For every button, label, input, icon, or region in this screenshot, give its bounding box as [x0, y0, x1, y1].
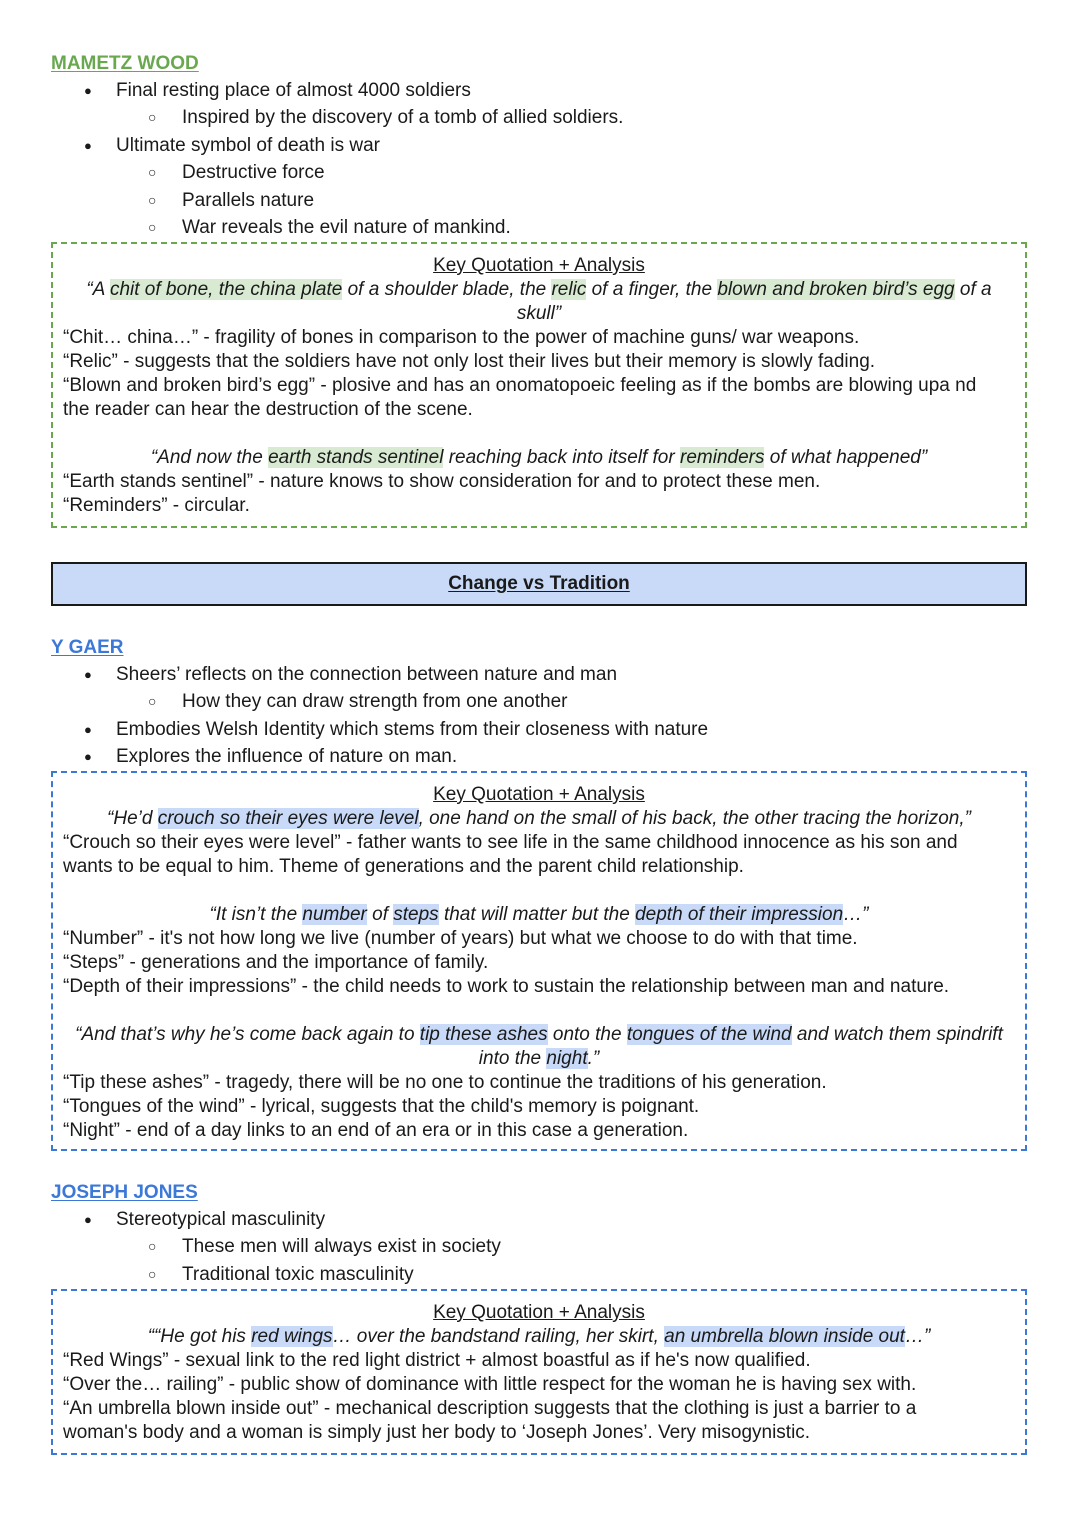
quotation: “And now the earth stands sentinel reaching back into itself for reminders of what happened” [150, 447, 928, 468]
highlight: earth stands sentinel [268, 447, 444, 468]
list-item: ○ These men will always exist in society [80, 1233, 501, 1260]
list-item: ○ Parallels nature [80, 187, 623, 214]
section-title-joseph-jones: JOSEPH JONES [51, 1182, 198, 1203]
list-item: ● Final resting place of almost 4000 soldiers [80, 77, 623, 104]
quotation: “It isn’t the number of steps that will matter but the depth of their impression…” [209, 904, 869, 925]
mametz-bullet-list [80, 77, 623, 241]
highlight: tongues of the wind [626, 1024, 792, 1045]
list-item: ○ Traditional toxic masculinity [80, 1261, 501, 1288]
section-banner: Change vs Tradition [51, 562, 1027, 606]
analysis-line: wants to be equal to him. Theme of generations and the parent child relationship. [63, 856, 744, 877]
highlight: relic [551, 279, 587, 300]
highlight: steps [393, 904, 439, 925]
quotation: ““He got his red wings… over the bandstand railing, her skirt, an umbrella blown inside out…” [147, 1326, 931, 1347]
analysis-line: the reader can hear the destruction of the scene. [63, 399, 473, 420]
analysis-line: “Steps” - generations and the importance of family. [63, 952, 489, 973]
list-item: ○ War reveals the evil nature of mankind. [80, 214, 623, 241]
list-item: ● Stereotypical masculinity [80, 1206, 501, 1233]
highlight: blown and broken bird’s egg [717, 279, 955, 300]
highlight: an umbrella blown inside out [664, 1326, 905, 1347]
ygaer-quotation-box [51, 771, 1027, 1151]
list-item: ● Explores the influence of nature on man. [80, 743, 708, 770]
analysis-line: “Number” - it's not how long we live (number of years) but what we choose to do with that time. [63, 928, 858, 949]
highlight: red wings [251, 1326, 333, 1347]
list-item: ○ Destructive force [80, 159, 623, 186]
analysis-line: “Depth of their impressions” - the child needs to work to sustain the relationship between man and nature. [63, 976, 950, 997]
list-item: ● Ultimate symbol of death is war [80, 132, 623, 159]
analysis-line: woman's body and a woman is simply just her body to ‘Joseph Jones’. Very misogynistic. [63, 1422, 811, 1443]
mametz-quotation-box [51, 242, 1027, 528]
analysis-line: “Crouch so their eyes were level” - father wants to see life in the same childhood innocence as his son and [63, 832, 958, 853]
key-quotation-heading: Key Quotation + Analysis [433, 784, 645, 805]
list-item: ○ Inspired by the discovery of a tomb of allied soldiers. [80, 104, 623, 131]
analysis-line: “Earth stands sentinel” - nature knows to show consideration for and to protect these men. [63, 471, 821, 492]
list-item: ● Sheers’ reflects on the connection between nature and man [80, 661, 708, 688]
highlight: chit of bone, the china plate [109, 279, 343, 300]
analysis-line: “Tongues of the wind” - lyrical, suggests that the child's memory is poignant. [63, 1096, 700, 1117]
quotation: “A chit of bone, the china plate of a shoulder blade, the relic of a finger, the blown and broken bird’s egg of a skull” [86, 279, 992, 324]
highlight: reminders [680, 447, 765, 468]
section-title-y-gaer: Y GAER [51, 637, 124, 658]
analysis-line: “An umbrella blown inside out” - mechanical description suggests that the clothing is just a barrier to a [63, 1398, 917, 1419]
analysis-line: “Night” - end of a day links to an end of an era or in this case a generation. [63, 1120, 689, 1141]
analysis-line: “Over the… railing” - public show of dominance with little respect for the woman he is having sex with. [63, 1374, 917, 1395]
quotation: “And that’s why he’s come back again to tip these ashes onto the tongues of the wind and watch them spindrift into the night.” [75, 1024, 1003, 1069]
analysis-line: “Tip these ashes” - tragedy, there will be no one to continue the traditions of his generation. [63, 1072, 827, 1093]
key-quotation-heading: Key Quotation + Analysis [433, 1302, 645, 1323]
analysis-line: “Blown and broken bird’s egg” - plosive and has an onomatopoeic feeling as if the bombs are blowing upa nd [63, 375, 977, 396]
joseph-quotation-box [51, 1289, 1027, 1455]
ygaer-bullet-list [80, 661, 708, 771]
key-quotation-heading: Key Quotation + Analysis [433, 255, 645, 276]
analysis-line: “Reminders” - circular. [63, 495, 250, 516]
highlight: depth of their impression [635, 904, 844, 925]
highlight: tip these ashes [419, 1024, 548, 1045]
quotation: “He’d crouch so their eyes were level, one hand on the small of his back, the other tracing the horizon,” [107, 808, 971, 829]
highlight: night [546, 1048, 588, 1069]
analysis-line: “Chit… china…” - fragility of bones in comparison to the power of machine guns/ war weapons. [63, 327, 860, 348]
highlight: number [302, 904, 367, 925]
analysis-line: “Relic” - suggests that the soldiers have not only lost their lives but their memory is slowly fading. [63, 351, 876, 372]
highlight: crouch so their eyes were level [157, 808, 419, 829]
list-item: ○ How they can draw strength from one another [80, 688, 708, 715]
joseph-bullet-list [80, 1206, 501, 1288]
analysis-line: “Red Wings” - sexual link to the red light district + almost boastful as if he's now qualified. [63, 1350, 811, 1371]
section-title-mametz-wood: MAMETZ WOOD [51, 53, 199, 74]
list-item: ● Embodies Welsh Identity which stems from their closeness with nature [80, 716, 708, 743]
